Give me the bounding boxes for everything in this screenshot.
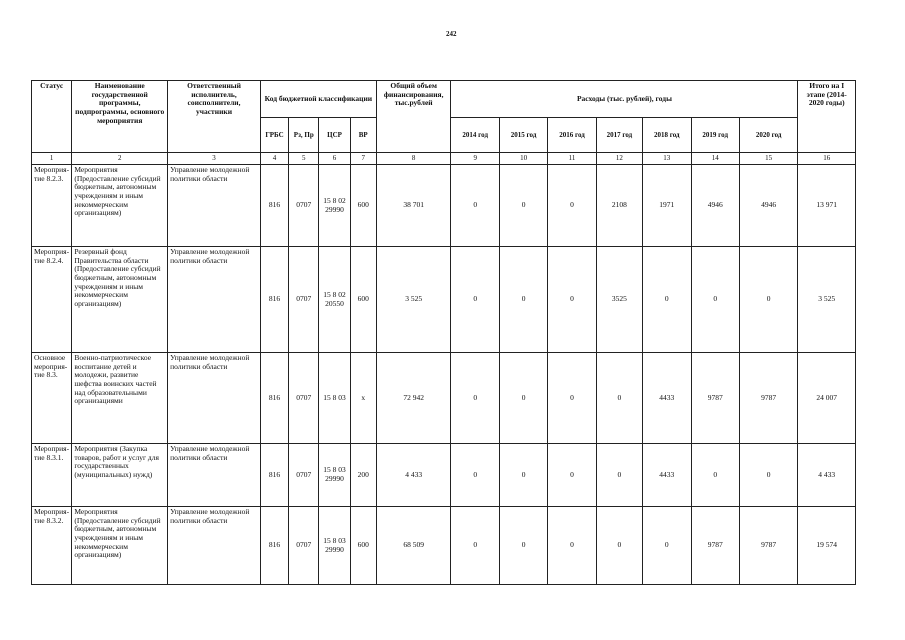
row-year-value: 0: [596, 353, 642, 444]
row-status: Основное мероприя-тие 8.3.: [32, 353, 72, 444]
row-year-value: 0: [739, 444, 798, 507]
header-grbs: ГРБС: [260, 118, 288, 153]
row-year-value: 4433: [643, 444, 691, 507]
row-total: 72 942: [376, 353, 451, 444]
row-year-value: 3525: [596, 247, 642, 353]
budget-table: [31, 80, 856, 585]
header-year: 2015 год: [499, 118, 547, 153]
header-expenses: Расходы (тыс. рублей), годы: [451, 81, 798, 118]
row-year-value: 0: [451, 247, 499, 353]
row-responsible: Управление молодежной политики области: [168, 444, 261, 507]
row-year-value: 0: [596, 444, 642, 507]
row-responsible: Управление молодежной политики области: [168, 353, 261, 444]
row-rzpr: 0707: [289, 247, 319, 353]
header-year: 2017 год: [596, 118, 642, 153]
row-year-value: 9787: [691, 353, 739, 444]
row-responsible: Управление молодежной политики области: [168, 165, 261, 247]
row-status: Мероприя-тие 8.2.3.: [32, 165, 72, 247]
column-number: 13: [643, 153, 691, 165]
header-vr: ВР: [350, 118, 376, 153]
row-csr: 15 8 03: [319, 353, 350, 444]
row-rzpr: 0707: [289, 165, 319, 247]
row-stage-total: 3 525: [798, 247, 856, 353]
row-year-value: 0: [691, 444, 739, 507]
row-year-value: 1971: [643, 165, 691, 247]
header-year: 2018 год: [643, 118, 691, 153]
row-total: 4 433: [376, 444, 451, 507]
row-year-value: 9787: [739, 353, 798, 444]
column-number: 12: [596, 153, 642, 165]
row-status: Мероприя-тие 8.3.1.: [32, 444, 72, 507]
row-year-value: 0: [548, 444, 596, 507]
row-csr: 15 8 02 29990: [319, 165, 350, 247]
header-stage-total: Итого на I этапе (2014-2020 годы): [798, 81, 856, 153]
row-csr: 15 8 02 20550: [319, 247, 350, 353]
row-stage-total: 13 971: [798, 165, 856, 247]
column-number: 3: [168, 153, 261, 165]
column-number-row: [32, 153, 856, 165]
row-year-value: 0: [451, 444, 499, 507]
row-total: 38 701: [376, 165, 451, 247]
row-csr: 15 8 03 29990: [319, 444, 350, 507]
column-number: 16: [798, 153, 856, 165]
row-year-value: 0: [499, 353, 547, 444]
row-year-value: 4946: [691, 165, 739, 247]
row-year-value: 0: [548, 165, 596, 247]
header-year: 2014 год: [451, 118, 499, 153]
row-name: Мероприятия (Предоставление субсидий бюджетным, автономным учреждениям и иным некоммерческим организациям): [72, 507, 168, 585]
header-csr: ЦСР: [319, 118, 350, 153]
row-stage-total: 4 433: [798, 444, 856, 507]
row-total: 68 509: [376, 507, 451, 585]
row-year-value: 0: [548, 507, 596, 585]
column-number: 9: [451, 153, 499, 165]
row-name: Мероприятия (Предоставление субсидий бюджетным, автономным учреждениям и иным некоммерческим организациям): [72, 165, 168, 247]
row-year-value: 9787: [691, 507, 739, 585]
row-year-value: 0: [499, 165, 547, 247]
header-budget-code: Код бюджетной классификации: [260, 81, 376, 118]
row-year-value: 0: [548, 247, 596, 353]
row-responsible: Управление молодежной политики области: [168, 247, 261, 353]
row-grbs: 816: [260, 444, 288, 507]
row-name: Мероприятия (Закупка товаров, работ и услуг для государственных (муниципальных) нужд): [72, 444, 168, 507]
row-year-value: 0: [499, 247, 547, 353]
column-number: 2: [72, 153, 168, 165]
row-year-value: 0: [451, 165, 499, 247]
row-year-value: 0: [596, 507, 642, 585]
header-rzpr: Рз, Пр: [289, 118, 319, 153]
row-vr: х: [350, 353, 376, 444]
row-responsible: Управление молодежной политики области: [168, 507, 261, 585]
column-number: 14: [691, 153, 739, 165]
table-row: [32, 247, 856, 353]
row-rzpr: 0707: [289, 507, 319, 585]
row-year-value: 0: [548, 353, 596, 444]
header-year: 2019 год: [691, 118, 739, 153]
row-name: Военно-патриотическое воспитание детей и молодежи, развитие шефства воинских частей над образовательными организациями: [72, 353, 168, 444]
row-total: 3 525: [376, 247, 451, 353]
header-year: 2016 год: [548, 118, 596, 153]
column-number: 15: [739, 153, 798, 165]
row-stage-total: 24 007: [798, 353, 856, 444]
header-name: Наименование государственной программы, подпрограммы, основного мероприятия: [72, 81, 168, 153]
row-year-value: 4433: [643, 353, 691, 444]
row-status: Мероприя-тие 8.3.2.: [32, 507, 72, 585]
header-responsible: Ответственный исполнитель, соисполнители, участники: [168, 81, 261, 153]
header-total-funding: Общий объем финансирования, тыс.рублей: [376, 81, 451, 153]
row-vr: 600: [350, 247, 376, 353]
header-status: Статус: [32, 81, 72, 153]
table-row: [32, 444, 856, 507]
column-number: 5: [289, 153, 319, 165]
row-year-value: 0: [691, 247, 739, 353]
row-year-value: 0: [451, 353, 499, 444]
row-vr: 600: [350, 507, 376, 585]
row-rzpr: 0707: [289, 444, 319, 507]
row-rzpr: 0707: [289, 353, 319, 444]
row-grbs: 816: [260, 165, 288, 247]
row-year-value: 0: [499, 444, 547, 507]
row-year-value: 0: [739, 247, 798, 353]
row-grbs: 816: [260, 507, 288, 585]
row-grbs: 816: [260, 247, 288, 353]
row-year-value: 0: [499, 507, 547, 585]
row-year-value: 2108: [596, 165, 642, 247]
column-number: 11: [548, 153, 596, 165]
row-status: Мероприя-тие 8.2.4.: [32, 247, 72, 353]
column-number: 1: [32, 153, 72, 165]
row-stage-total: 19 574: [798, 507, 856, 585]
column-number: 7: [350, 153, 376, 165]
row-vr: 600: [350, 165, 376, 247]
row-vr: 200: [350, 444, 376, 507]
column-number: 10: [499, 153, 547, 165]
table-row: [32, 353, 856, 444]
row-year-value: 0: [451, 507, 499, 585]
column-number: 6: [319, 153, 350, 165]
page-number: 242: [446, 30, 457, 38]
header-year: 2020 год: [739, 118, 798, 153]
row-year-value: 4946: [739, 165, 798, 247]
table-row: [32, 507, 856, 585]
table-row: [32, 165, 856, 247]
column-number: 8: [376, 153, 451, 165]
row-year-value: 0: [643, 507, 691, 585]
row-csr: 15 8 03 29990: [319, 507, 350, 585]
row-name: Резервный фонд Правительства области (Предоставление субсидий бюджетным, автономным учреждениям и иным некоммерческим организациям): [72, 247, 168, 353]
row-grbs: 816: [260, 353, 288, 444]
column-number: 4: [260, 153, 288, 165]
row-year-value: 0: [643, 247, 691, 353]
row-year-value: 9787: [739, 507, 798, 585]
